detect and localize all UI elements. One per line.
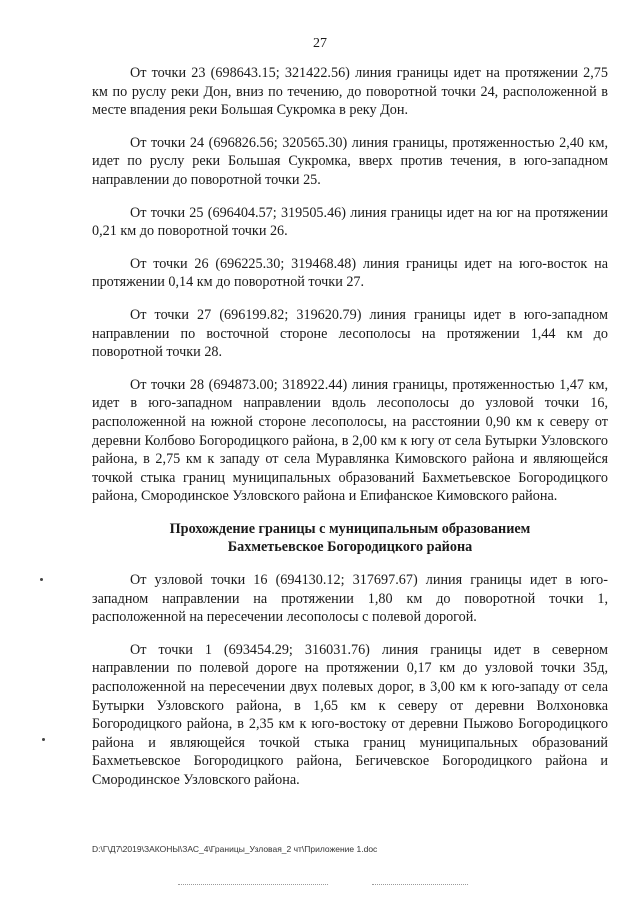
paragraph-node-16: От узловой точки 16 (694130.12; 317697.67) линия границы идет в юго-западном направлении на протяжении 1,80 км до поворотной точки 1, расположенной на пересечении лесополосы с полевой дорогой.	[92, 572, 608, 626]
scan-speck	[42, 738, 45, 741]
scan-artifact-line	[178, 884, 328, 885]
section-heading	[92, 520, 608, 557]
file-path-footer: D:\Г\Д7\2019\ЗАКОНЫ\ЗАС_4\Границы_Узловая_2 чт\Приложение 1.doc	[92, 844, 378, 854]
scan-speck	[40, 578, 43, 581]
paragraph-point-26: От точки 26 (696225.30; 319468.48) линия границы идет на юго-восток на протяжении 0,14 км до поворотной точки 27.	[92, 255, 608, 291]
section-heading-line-2: Бахметьевское Богородицкого района	[227, 539, 473, 556]
paragraph-point-24: От точки 24 (696826.56; 320565.30) линия границы, протяженностью 2,40 км, идет по руслу реки Большая Сукромка, вверх против течения, в юго-западном направлении до поворотной точки 25.	[92, 134, 608, 188]
document-body	[92, 64, 608, 804]
section-heading-line-1: Прохождение границы с муниципальным образованием	[169, 520, 531, 537]
paragraph-point-23: От точки 23 (698643.15; 321422.56) линия границы идет на протяжении 2,75 км по руслу реки Дон, вниз по течению, до поворотной точки 24, расположенной в месте впадения реки Большая Сукромка в реку Дон.	[92, 65, 608, 119]
paragraph-point-25: От точки 25 (696404.57; 319505.46) линия границы идет на юг на протяжении 0,21 км до поворотной точки 26.	[92, 204, 608, 240]
paragraph-point-28: От точки 28 (694873.00; 318922.44) линия границы, протяженностью 1,47 км, идет в юго-западном направлении вдоль лесополосы до узловой точки 16, расположенной на южной стороне лесополосы, на расстоянии 0,90 км к северу от деревни Колбово Богородицкого района, в 2,00 км к югу от села Бутырки Узловского района, в 2,75 км к западу от села Муравлянка Кимовского района и являющейся точкой стыка границ муниципальных образований Бахметьевское Богородицкого района, Смородинское Узловского района и Епифанское Кимовского района.	[92, 376, 608, 505]
paragraph-point-27: От точки 27 (696199.82; 319620.79) линия границы идет в юго-западном направлении по восточной стороне лесополосы на протяжении 1,44 км до поворотной точки 28.	[92, 306, 608, 361]
page-number: 27	[313, 36, 327, 51]
scan-artifact-line	[372, 884, 468, 885]
paragraph-point-1: От точки 1 (693454.29; 316031.76) линия границы идет в северном направлении по полевой дороге на протяжении 0,17 км до узловой точки 35д, расположенной на пересечении двух полевых дорог, в 3,00 км к юго-западу от села Бутырки Узловского района, в 1,65 км к северу от деревни Волхоновка Богородицкого района, в 2,35 км к юго-востоку от деревни Пыжово Богородицкого района и являющейся точкой стыка границ муниципальных образований Бахметьевское Богородицкого района, Бегичевское Богородицкого района и Смородинское Узловского района.	[92, 641, 608, 788]
